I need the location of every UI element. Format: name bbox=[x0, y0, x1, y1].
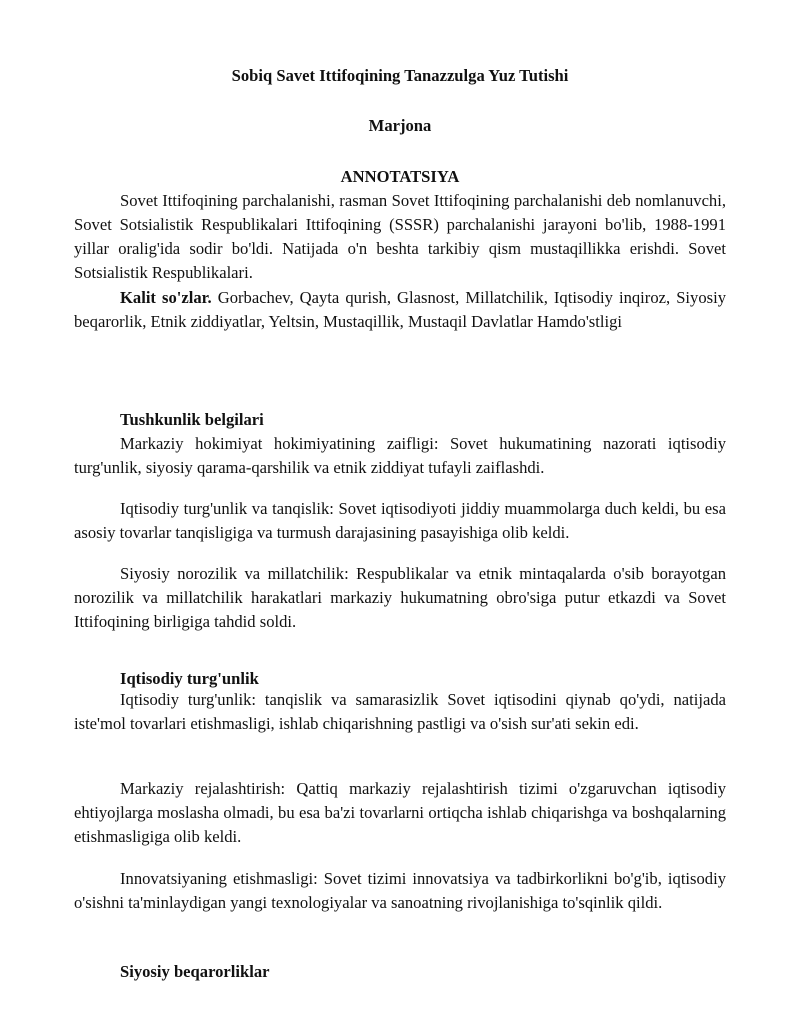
section-heading-siyosiy: Siyosiy beqarorliklar bbox=[120, 962, 270, 981]
section-paragraph: Iqtisodiy turg'unlik: tanqislik va samarasizlik Sovet iqtisodini qiynab qo'ydi, natijada iste'mol tovarlari etishmasligi, ishlab chiqarishning pastligi va o'sish sur'ati sekin edi. bbox=[74, 690, 726, 733]
section-paragraph: Markaziy hokimiyat hokimiyatining zaifligi: Sovet hukumatining nazorati iqtisodiy turg'unlik, siyosiy qarama-qarshilik va etnik ziddiyat tufayli zaiflashdi. bbox=[74, 434, 726, 477]
keywords-label: Kalit so'zlar. bbox=[120, 288, 212, 307]
keywords-list: Gorbachev, Qayta qurish, Glasnost, Millatchilik, Iqtisodiy inqiroz, Siyosiy beqarorlik, Etnik ziddiyatlar, Yeltsin, Mustaqillik, Mustaqil Davlatlar Hamdo'stligi bbox=[74, 288, 726, 331]
section-paragraph: Siyosiy norozilik va millatchilik: Respublikalar va etnik mintaqalarda o'sib borayotgan norozilik va millatchilik harakatlari markaziy hukumatning obro'siga putur etkazdi va Sovet Ittifoqining birligiga tahdid soldi. bbox=[74, 564, 726, 631]
section-paragraph: Markaziy rejalashtirish: Qattiq markaziy rejalashtirish tizimi o'zgaruvchan iqtisodiy ehtiyojlarga moslasha olmadi, bu esa ba'zi tovarlarni ortiqcha ishlab chiqarishga va boshqalarning etishmasligiga olib keldi. bbox=[74, 779, 726, 846]
abstract-heading: ANNOTATSIYA bbox=[340, 167, 460, 186]
document-title: Sobiq Savet Ittifoqining Tanazzulga Yuz Tutishi bbox=[231, 66, 569, 85]
abstract-paragraph: Sovet Ittifoqining parchalanishi, rasman Sovet Ittifoqining parchalanishi deb nomlanuvchi, Sovet Sotsialistik Respublikalari Ittifoqining (SSSR) parchalanishi jarayoni bo'lib, 1988-1991 yillar oralig'ida sodir bo'ldi. Natijada o'n beshta tarkibiy qism mustaqillikka erishdi. Sovet Sotsialistik Respublikalari. bbox=[74, 191, 726, 282]
section-heading-iqtisodiy: Iqtisodiy turg'unlik bbox=[120, 669, 259, 688]
section-heading-tushkunlik: Tushkunlik belgilari bbox=[120, 410, 264, 429]
document-author: Marjona bbox=[368, 116, 432, 135]
section-paragraph: Iqtisodiy turg'unlik va tanqislik: Sovet iqtisodiyoti jiddiy muammolarga duch keldi, bu esa asosiy tovarlar tanqisligiga va turmush darajasining pasayishiga olib keldi. bbox=[74, 499, 726, 542]
keywords-paragraph bbox=[74, 286, 726, 334]
section-paragraph: Innovatsiyaning etishmasligi: Sovet tizimi innovatsiya va tadbirkorlikni bo'g'ib, iqtisodiy o'sishni ta'minlaydigan yangi texnologiyalar va sanoatning rivojlanishiga to'sqinlik qildi. bbox=[74, 869, 726, 912]
